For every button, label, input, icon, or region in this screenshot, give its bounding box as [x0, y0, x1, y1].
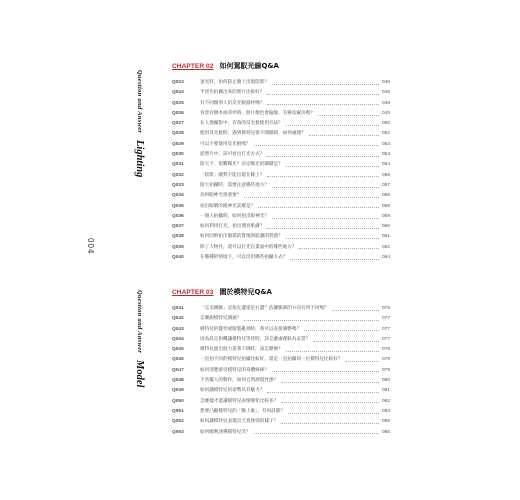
question-text: 使用反光板時，遇到模特兒很不開眼睛，如何處理？	[200, 131, 306, 137]
page-ref: 081	[381, 388, 390, 394]
toc-entry	[172, 222, 390, 232]
toc-entry	[172, 232, 390, 242]
toc-entry	[172, 160, 390, 170]
page-ref: 054	[381, 162, 390, 168]
toc-entry	[172, 335, 390, 345]
page-ref: 077	[381, 316, 390, 322]
toc-entry	[172, 253, 390, 263]
question-number: Q043	[172, 326, 184, 332]
toc-entry	[172, 150, 390, 160]
question-text: 一個人拍攝時，如何拍出眼神光？	[200, 213, 269, 219]
question-text: 從照片中，該可看出打光方式？	[200, 152, 265, 158]
question-text: 在哪種的情境下，可以沒用哪些拍攝方式？	[200, 255, 288, 261]
page-ref: 049	[381, 100, 390, 106]
page-ref: 057	[381, 182, 390, 188]
page-ref: 059	[381, 213, 390, 219]
question-text: 半逆光拍攝出來的照片比較好？	[200, 90, 265, 96]
side-label-lighting	[131, 70, 147, 178]
question-text: 背景有樹木或草坪時，照片顏色會偏綠，有辦法解決嗎？	[200, 110, 315, 116]
dot-leader	[254, 145, 379, 146]
question-number: Q031	[172, 162, 184, 168]
dot-leader	[286, 238, 379, 239]
page-ref: 053	[381, 141, 390, 147]
dot-leader	[258, 207, 379, 208]
chapter-title: 如何駕馭光線Q&A	[219, 62, 279, 70]
dot-leader	[272, 371, 379, 372]
page-ref: 077	[381, 326, 390, 332]
toc-entry	[172, 78, 390, 88]
question-text: 怎麼跟模特兒溝通？	[200, 316, 242, 322]
question-text: 如何順利誘導模特兒笑？	[200, 429, 251, 435]
question-text: 「完美側臉」是指左邊還是右邊？依據臉部的方向有所不同嗎？	[200, 306, 329, 311]
dot-leader	[286, 166, 379, 167]
side-label-title: Lighting	[134, 140, 145, 178]
dot-leader	[254, 433, 379, 434]
dot-leader	[299, 248, 379, 249]
toc-entry	[172, 417, 390, 427]
toc-entry	[172, 181, 390, 191]
page-ref: 082	[381, 398, 390, 404]
question-number: Q033	[172, 182, 184, 188]
question-number: Q037	[172, 224, 184, 230]
chapter-label: CHAPTER 03	[172, 288, 214, 296]
question-text: 「陰影」總對不能出現在臉上？	[200, 172, 265, 178]
toc-entry	[172, 366, 390, 376]
dot-leader	[318, 115, 379, 116]
toc-entry	[172, 243, 390, 253]
dot-leader	[267, 228, 379, 229]
question-number: Q023	[172, 80, 184, 85]
dot-leader	[272, 187, 379, 188]
question-number: Q028	[172, 131, 184, 137]
dot-leader	[304, 330, 379, 331]
toc-entry	[172, 99, 390, 109]
page-ref: 059	[381, 203, 390, 209]
question-number: Q025	[172, 100, 184, 106]
dot-leader	[281, 382, 379, 383]
chapter-heading	[172, 286, 390, 298]
question-text: 除了人物外，還可以打光在畫面中的哪些地方？	[200, 244, 297, 250]
toc-entry	[172, 171, 390, 181]
question-number: Q032	[172, 172, 184, 178]
toc-entry	[172, 191, 390, 201]
page-ref: 078	[381, 347, 390, 353]
chapter-heading	[172, 60, 390, 72]
page-ref: 077	[381, 336, 390, 342]
question-number: Q030	[172, 152, 184, 158]
question-text: 不善擺人的動作，如何自然展現性感？	[200, 378, 279, 384]
question-text: 陰天下，很難曝光？決定曝光的關鍵是？	[200, 162, 283, 168]
toc-entry	[172, 304, 390, 314]
page-ref: 064	[381, 255, 390, 261]
page-number: 004	[86, 238, 95, 255]
question-text: 模特兒的髮型或服裝亂掉時，我可以直接調整嗎？	[200, 326, 302, 332]
question-number: Q049	[172, 388, 184, 394]
toc-entry	[172, 109, 390, 119]
question-number: Q041	[172, 306, 184, 311]
toc-entry	[172, 140, 390, 150]
dot-leader	[281, 423, 379, 424]
question-text: 想要凸顯模特兒的「臉上素」，有何訣竅？	[200, 408, 285, 414]
toc-entry	[172, 119, 390, 129]
page-ref: 080	[381, 378, 390, 384]
page-ref: 061	[381, 234, 390, 240]
toc-entry	[172, 325, 390, 335]
page-ref: 056	[381, 172, 390, 178]
question-text: 如何讓模特兒表現出天真無邪的樣子？	[200, 419, 279, 425]
dot-leader	[267, 94, 379, 95]
toc-entry	[172, 397, 390, 407]
question-text: 為何眼神光很重要？	[200, 193, 242, 199]
toc-entry	[172, 88, 390, 98]
dot-leader	[267, 104, 379, 105]
question-text: 在人像攝影中，有效的反光板使用方法？	[200, 121, 283, 127]
question-text: 如何清楚感受模特兒的身體線條？	[200, 367, 269, 373]
question-number: Q039	[172, 244, 184, 250]
question-number: Q046	[172, 357, 184, 363]
dot-leader	[286, 125, 379, 126]
page-ref: 079	[381, 367, 390, 373]
dot-leader	[309, 135, 379, 136]
toc-list	[172, 304, 390, 438]
question-number: Q029	[172, 141, 184, 147]
question-number: Q036	[172, 213, 184, 219]
toc-entry	[172, 314, 390, 324]
question-text: 可以不要使用反光板嗎？	[200, 141, 251, 147]
side-label-subtitle: Question and Answer	[136, 290, 143, 354]
dot-leader	[288, 413, 379, 414]
question-text: 陰天拍攝時，需要注意哪些地方？	[200, 182, 269, 188]
page-ref: 052	[381, 131, 390, 137]
dot-leader	[267, 392, 379, 393]
chapter-label: CHAPTER 02	[172, 62, 214, 70]
toc-entry	[172, 428, 390, 438]
side-label-title: Model	[134, 360, 145, 388]
question-number: Q048	[172, 378, 184, 384]
dot-leader	[290, 259, 379, 260]
dot-leader	[332, 310, 379, 311]
question-number: Q040	[172, 255, 184, 261]
question-number: Q026	[172, 110, 184, 116]
toc-entry	[172, 129, 390, 139]
toc-entry	[172, 376, 390, 386]
toc-entry	[172, 386, 390, 396]
dot-leader	[244, 320, 379, 321]
dot-leader	[286, 351, 379, 352]
page-ref: 053	[381, 152, 390, 158]
question-number: Q035	[172, 203, 184, 209]
toc-entry	[172, 355, 390, 365]
question-text: 怎麼樣才能讓模特兒表情變化比較多？	[200, 398, 279, 404]
question-number: Q051	[172, 408, 184, 414]
page-ref: 076	[381, 306, 390, 311]
toc-section-lighting	[172, 60, 390, 263]
question-text: 如何利用打光，拍出透亮肌膚？	[200, 224, 265, 230]
dot-leader	[272, 218, 379, 219]
question-text: 頂光時，如何防止臉上出現陰影？	[200, 80, 269, 85]
question-number: Q047	[172, 367, 184, 373]
question-number: Q042	[172, 316, 184, 322]
side-label-subtitle: Question and Answer	[136, 70, 143, 134]
dot-leader	[345, 361, 379, 362]
question-number: Q044	[172, 336, 184, 342]
question-number: Q034	[172, 193, 184, 199]
dot-leader	[272, 84, 379, 85]
question-number: Q053	[172, 429, 184, 435]
toc-entry	[172, 202, 390, 212]
dot-leader	[313, 341, 379, 342]
page-ref: 085	[381, 419, 390, 425]
question-number: Q050	[172, 398, 184, 404]
page-ref: 050	[381, 121, 390, 127]
page-ref: 062	[381, 244, 390, 250]
question-number: Q045	[172, 347, 184, 353]
toc-entry	[172, 345, 390, 355]
question-number: Q038	[172, 234, 184, 240]
dot-leader	[281, 402, 379, 403]
question-text: 模特兒演出既力還著下降時，該怎麼辦？	[200, 347, 283, 353]
question-text: 如何讓模特兒的姿勢具有魅力？	[200, 388, 265, 394]
side-label-model	[131, 290, 147, 388]
question-text: 有不同類別人的反光板器材嗎？	[200, 100, 265, 106]
page-ref: 049	[381, 90, 390, 96]
page-ref: 083	[381, 408, 390, 414]
page-ref: 058	[381, 193, 390, 199]
question-number: Q024	[172, 90, 184, 96]
dot-leader	[267, 176, 379, 177]
toc-list	[172, 78, 390, 263]
dot-leader	[267, 156, 379, 157]
page-ref: 085	[381, 429, 390, 435]
toc-entry	[172, 212, 390, 222]
question-text: 因為設定和機讓模特兒等待時，該怎麼處理較為妥當？	[200, 336, 311, 342]
page-ref: 060	[381, 224, 390, 230]
dot-leader	[244, 197, 379, 198]
question-number: Q052	[172, 419, 184, 425]
page-ref: 078	[381, 357, 390, 363]
page-ref: 049	[381, 110, 390, 116]
question-text: 如何同時拍出服裝的質地與肌膚的質感？	[200, 234, 283, 240]
toc-section-model	[172, 286, 390, 438]
question-text: 一直拍不同的模特兒拍攝比較好，還是一直拍攝同一位模特兒比較好？	[200, 357, 343, 363]
question-text: 拍出眼睛的眼神光訣竅是？	[200, 203, 256, 209]
question-number: Q027	[172, 121, 184, 127]
page-ref: 048	[381, 80, 390, 85]
chapter-title: 圍於模特兒Q&A	[219, 288, 272, 296]
toc-entry	[172, 407, 390, 417]
